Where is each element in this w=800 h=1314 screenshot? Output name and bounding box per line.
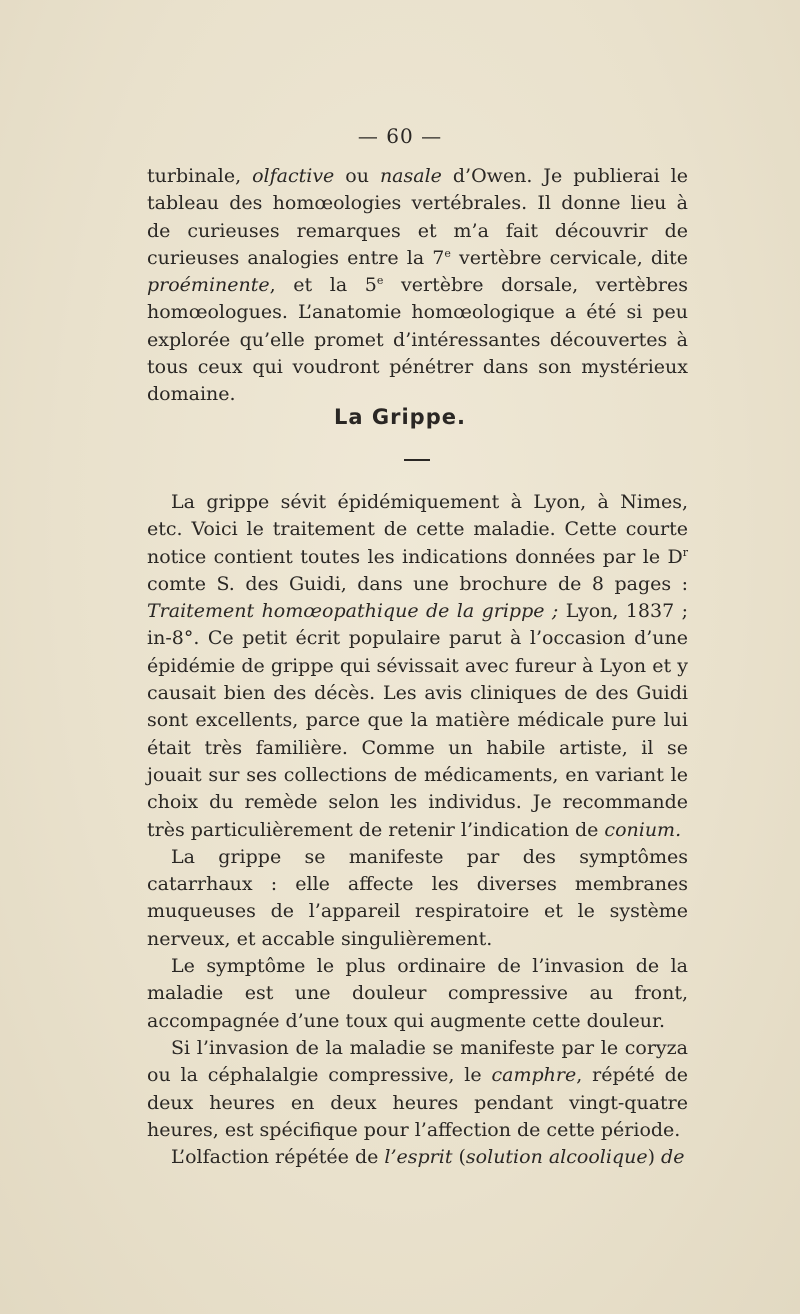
intro-paragraph: turbinale, olfactive ou nasale d’Owen. Je publierai le tableau des homœologies vertébrales. Il donne lieu à de curieuses remarques et m’a fait découvrir de curieuses analogies entre la 7e vertèbre cervicale, dite proéminente, et la 5e vertèbre dorsale, vertèbres homœologues. L’anatomie homœologique a été si peu explorée qu’elle promet d’intéressantes découvertes à tous ceux qui voudront pénétrer dans son mystérieux domaine.: [147, 165, 688, 406]
intro-text: [147, 163, 688, 409]
section-heading: La Grippe.: [334, 405, 466, 429]
paragraph-1: La grippe sévit épidémiquement à Lyon, à Nimes, etc. Voici le traitement de cette maladie. Cette courte notice contient toutes les indications données par le $D^r$ comte S. des Guidi, dans une brochure de 8 pages : Traitement homœopathique de la grippe ; Lyon, 1837 ; in-8°. Ce petit écrit populaire parut à l’occasion d’une épidémie de grippe qui sévissait avec fureur à Lyon et y causait bien des décès. Les avis cliniques de des Guidi sont excellents, parce que la matière médicale pure lui était très familière. Comme un habile artiste, il se jouait sur ses collections de médicaments, en variant le choix du remède selon les individus. Je recommande très particulièrement de retenir l’indication de conium.: [147, 491, 688, 841]
paragraph-2: La grippe se manifeste par des symptômes catarrhaux : elle affecte les diverses membranes muqueuses de l’appareil respiratoire et le système nerveux, et accable singulièrement.: [147, 845, 688, 950]
paragraph-4: Si l’invasion de la maladie se manifeste par le coryza ou la céphalalgie compressive, le camphre, répété de deux heures en deux heures pendant vingt-quatre heures, est spécifique pour l’affection de cette période.: [147, 1036, 689, 1141]
heading-divider: [404, 459, 430, 461]
paragraph-3: Le symptôme le plus ordinaire de l’invasion de la maladie est une douleur compressive au front, accompagnée d’une toux qui augmente cette douleur.: [147, 955, 688, 1032]
paragraph-5: L’olfaction répétée de l’esprit (solution alcoolique) de: [171, 1146, 685, 1169]
page-number: — 60 —: [357, 124, 443, 148]
section-body: [147, 489, 688, 1171]
